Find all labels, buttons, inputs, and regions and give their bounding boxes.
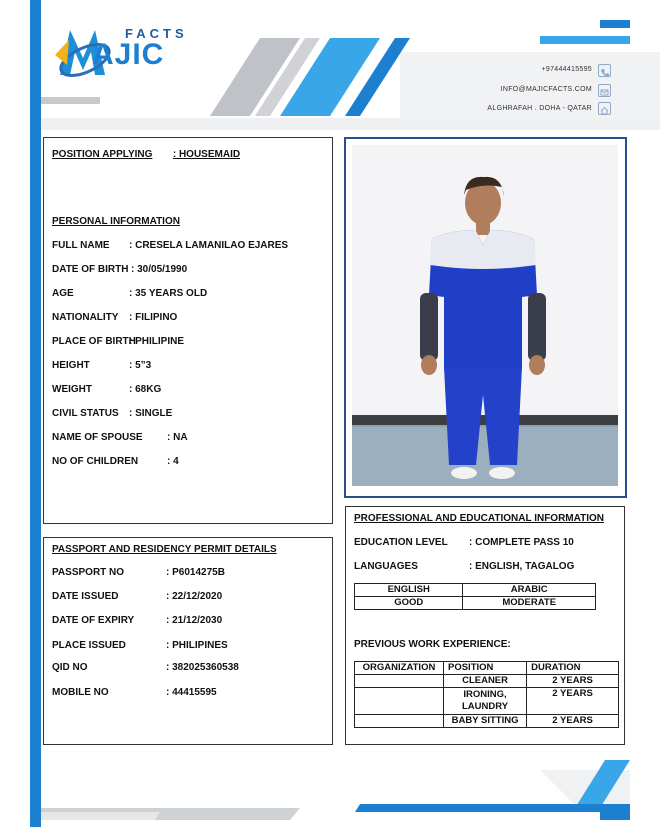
passport-row-label: PASSPORT NO (52, 567, 125, 578)
personal-row-value: : CRESELA LAMANILAO EJARES (129, 240, 289, 251)
experience-header-row (355, 662, 619, 675)
language-level: MODERATE (463, 597, 596, 610)
contact-address: ALGHRAFAH . DOHA - QATAR (487, 105, 592, 112)
personal-row-value: : NA (167, 432, 188, 443)
passport-row-value: : 22/12/2020 (166, 591, 223, 602)
experience-header: DURATION (527, 662, 619, 675)
passport-row-label: PLACE ISSUED (52, 640, 126, 651)
experience-position: BABY SITTING (444, 715, 527, 728)
passport-row-value: : 382025360538 (166, 662, 239, 673)
language-level: GOOD (355, 597, 463, 610)
logo-main: AJIC (92, 38, 165, 71)
passport-row-label: DATE OF EXPIRY (52, 615, 135, 626)
professional-heading: PROFESSIONAL AND EDUCATIONAL INFORMATION (354, 513, 604, 524)
position-value: : HOUSEMAID (172, 149, 241, 160)
experience-organization (355, 715, 444, 728)
language-table (354, 583, 596, 610)
personal-row-label: WEIGHT (52, 384, 92, 395)
experience-header: ORGANIZATION (355, 662, 444, 675)
personal-row-value: : 5”3 (129, 360, 152, 371)
passport-row-value: : P6014275B (166, 567, 225, 578)
phone-icon (598, 64, 611, 77)
passport-row-value: : 21/12/2030 (166, 615, 223, 626)
personal-row-value: : SINGLE (129, 408, 173, 419)
contact-email: INFO@MAJICFACTS.COM (500, 86, 592, 93)
experience-position: IRONING, LAUNDRY (444, 688, 527, 715)
experience-duration: 2 YEARS (527, 688, 619, 715)
experience-row (355, 675, 619, 688)
position-label: POSITION APPLYING (52, 149, 153, 160)
education-label: EDUCATION LEVEL (354, 537, 448, 548)
passport-row-label: QID NO (52, 662, 88, 673)
experience-header: POSITION (444, 662, 527, 675)
languages-label: LANGUAGES (354, 561, 418, 572)
home-icon (598, 102, 611, 115)
language-header: ENGLISH (355, 584, 463, 597)
languages-value: : ENGLISH, TAGALOG (469, 561, 575, 572)
personal-row-label: FULL NAME (52, 240, 110, 251)
passport-heading: PASSPORT AND RESIDENCY PERMIT DETAILS (52, 544, 277, 555)
footer-decoration (0, 750, 660, 827)
language-header: ARABIC (463, 584, 596, 597)
personal-row-value: : 35 YEARS OLD (129, 288, 208, 299)
personal-row-value: : 30/05/1990 (131, 264, 188, 275)
personal-row-label: CIVIL STATUS (52, 408, 119, 419)
personal-row-label: DATE OF BIRTH (52, 264, 129, 275)
passport-row-label: MOBILE NO (52, 687, 109, 698)
passport-row-value: : PHILIPINES (166, 640, 228, 651)
passport-row-value: : 44415595 (166, 687, 217, 698)
personal-row-label: NATIONALITY (52, 312, 119, 323)
personal-row-value: : FILIPINO (129, 312, 178, 323)
passport-row-label: DATE ISSUED (52, 591, 119, 602)
logo-top-text: FACTS (125, 26, 188, 41)
experience-table (354, 661, 619, 728)
personal-row-value: : 68KG (129, 384, 162, 395)
personal-row-value: : PHILIPINE (129, 336, 185, 347)
personal-row-label: AGE (52, 288, 74, 299)
personal-row-label: HEIGHT (52, 360, 90, 371)
personal-row-label: NO OF CHILDREN (52, 456, 139, 467)
experience-duration: 2 YEARS (527, 675, 619, 688)
experience-heading: PREVIOUS WORK EXPERIENCE: (354, 639, 511, 650)
personal-row-label: PLACE OF BIRTH (52, 336, 136, 347)
experience-organization (355, 688, 444, 715)
personal-row-value: : 4 (167, 456, 179, 467)
experience-row (355, 715, 619, 728)
language-level-row (355, 597, 596, 610)
position-applying (52, 144, 240, 162)
experience-row (355, 688, 619, 715)
language-header-row (355, 584, 596, 597)
personal-row-label: NAME OF SPOUSE (52, 432, 143, 443)
personal-heading: PERSONAL INFORMATION (52, 216, 180, 227)
experience-organization (355, 675, 444, 688)
experience-duration: 2 YEARS (527, 715, 619, 728)
email-icon (598, 84, 611, 97)
experience-position: CLEANER (444, 675, 527, 688)
education-value: : COMPLETE PASS 10 (469, 537, 574, 548)
candidate-photo (352, 145, 618, 486)
logo-main-text (92, 38, 164, 72)
contact-phone: +97444415595 (541, 66, 592, 73)
